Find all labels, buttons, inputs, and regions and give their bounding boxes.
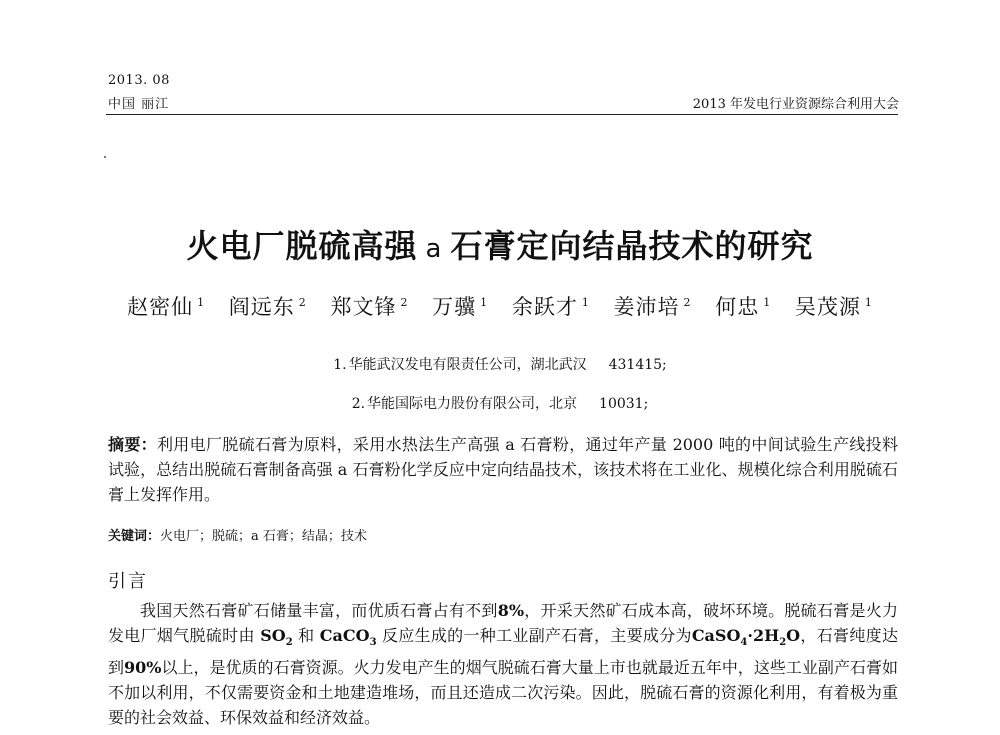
title-alpha: a [425, 234, 443, 264]
title-part-2: 石膏定向结晶技术的研究 [450, 227, 814, 265]
author: 吴茂源 $^1$ [794, 295, 873, 319]
intro-paragraph: 我国天然石膏矿石储量丰富，而优质石膏占有不到8%，开采天然矿石成本高，破坏环境。脱硫石膏是火力发电厂烟气脱硫时由 $SO_2$ 和 CaCO$_3$ 反应生成的一种工业副产石膏，主要成分为$CaSO_4\cdot 2H_2O$，石膏纯度达到90%以上，是优质的石膏资源。火力发电产生的烟气脱硫石膏大量上市也就最近五年中，这些工业副产石膏如不加以利用，不仅需要资金和土地建造堆场，而且还造成二次污染。因此，脱硫石膏的资源化利用，有着极为重要的社会效益、环保效益和经济效益。 [108, 601, 898, 728]
abstract-label: 摘要： [108, 435, 157, 454]
author: 赵密仙 $^1$ [127, 295, 206, 319]
author: 何忠 $^1$ [715, 295, 772, 319]
abstract-text: 利用电厂脱硫石膏为原料，采用水热法生产高强 a 石膏粉，通过年产量 2000 吨的中间试验生产线投料试验，总结出脱硫石膏制备高强 a 石膏粉化学反应中定向结晶技术，该技术将在工业化、规模化综合利用脱硫石膏上发挥作用。 [108, 435, 898, 504]
author: 余跃才 $^1$ [511, 295, 590, 319]
affiliation-2: 2. 华能国际电力股份有限公司，北京 10031; [351, 396, 649, 412]
author: 姜沛培 $^2$ [613, 295, 692, 319]
keywords [108, 525, 367, 544]
header-rule [106, 114, 898, 115]
abstract [108, 432, 898, 507]
keywords-label: 关键词： [108, 529, 161, 544]
header-place: 中国 丽江 [108, 97, 170, 112]
author: 郑文锋 $^2$ [330, 295, 409, 319]
section-heading: 引言 [108, 571, 148, 592]
author: 阎远东 $^2$ [228, 295, 307, 319]
author: 万骥 $^1$ [432, 295, 489, 319]
paper-title [0, 221, 1000, 267]
scan-speck [104, 156, 106, 158]
title-part-1: 火电厂脱硫高强 [186, 227, 418, 265]
affiliation-1: 1. 华能武汉发电有限责任公司，湖北武汉 431415; [333, 357, 667, 373]
keywords-text: 火电厂；脱硫；a 石膏；结晶；技术 [160, 529, 367, 544]
author-list [0, 291, 1000, 321]
header-conference: 2013 年发电行业资源综合利用大会 [692, 97, 899, 112]
header-date: 2013. 08 [108, 73, 170, 88]
